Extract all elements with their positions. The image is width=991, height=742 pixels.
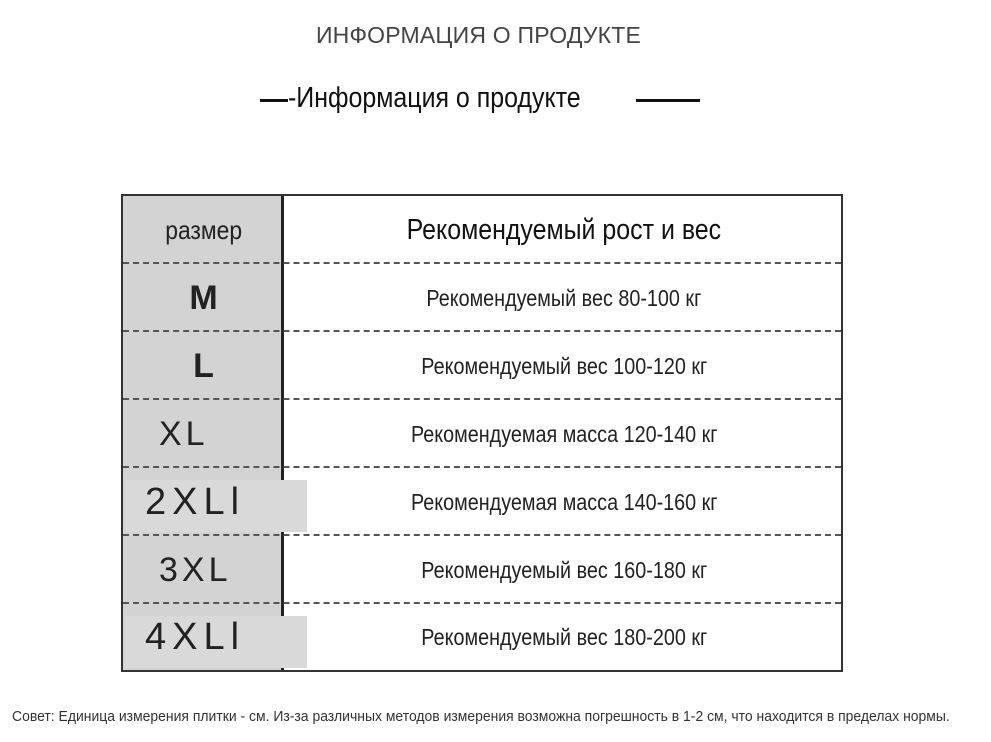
size-header-label: размер xyxy=(165,214,242,245)
recommendation-cell xyxy=(287,604,841,670)
page-title: ИНФОРМАЦИЯ О ПРОДУКТЕ xyxy=(315,22,642,48)
recommendation-text: Рекомендуемый вес 180-200 кг xyxy=(421,623,707,650)
size-cell: XL xyxy=(159,414,209,453)
recommendation-text: Рекомендуемая масса 140-160 кг xyxy=(410,488,718,515)
size-header-cell xyxy=(123,196,284,264)
size-cell: L xyxy=(193,346,214,385)
table-row xyxy=(123,332,841,400)
recommendation-cell xyxy=(287,468,841,536)
recommendation-header-label: Рекомендуемый рост и вес xyxy=(406,213,722,246)
table-row xyxy=(123,468,841,536)
size-cell: 4XLl xyxy=(145,615,246,658)
section-title: -Информация о продукте xyxy=(288,82,581,114)
table-row xyxy=(123,536,841,604)
table-row xyxy=(123,400,841,468)
section-heading xyxy=(0,80,991,120)
recommendation-text: Рекомендуемый вес 100-120 кг xyxy=(421,352,707,379)
recommendation-text: Рекомендуемая масса 120-140 кг xyxy=(410,420,718,447)
recommendation-cell xyxy=(287,332,841,400)
table-row xyxy=(123,264,841,332)
recommendation-text: Рекомендуемый вес 160-180 кг xyxy=(421,556,707,583)
size-chart-table xyxy=(121,194,843,672)
recommendation-cell xyxy=(287,264,841,332)
table-header-row xyxy=(123,196,841,264)
recommendation-cell xyxy=(287,400,841,468)
recommendation-header-cell xyxy=(287,196,841,264)
recommendation-cell xyxy=(287,536,841,604)
size-cell: 3XL xyxy=(159,550,232,589)
footer-note: Совет: Единица измерения плитки - см. Из-за различных методов измерения возможна погрешность в 1-2 см, что находится в пределах нормы. xyxy=(12,708,950,725)
size-cell: 2XLl xyxy=(145,480,246,523)
table-row xyxy=(123,604,841,670)
size-cell: M xyxy=(189,278,218,317)
heading-rule-left xyxy=(260,99,288,102)
recommendation-text: Рекомендуемый вес 80-100 кг xyxy=(426,284,702,311)
heading-rule-right xyxy=(636,99,700,102)
